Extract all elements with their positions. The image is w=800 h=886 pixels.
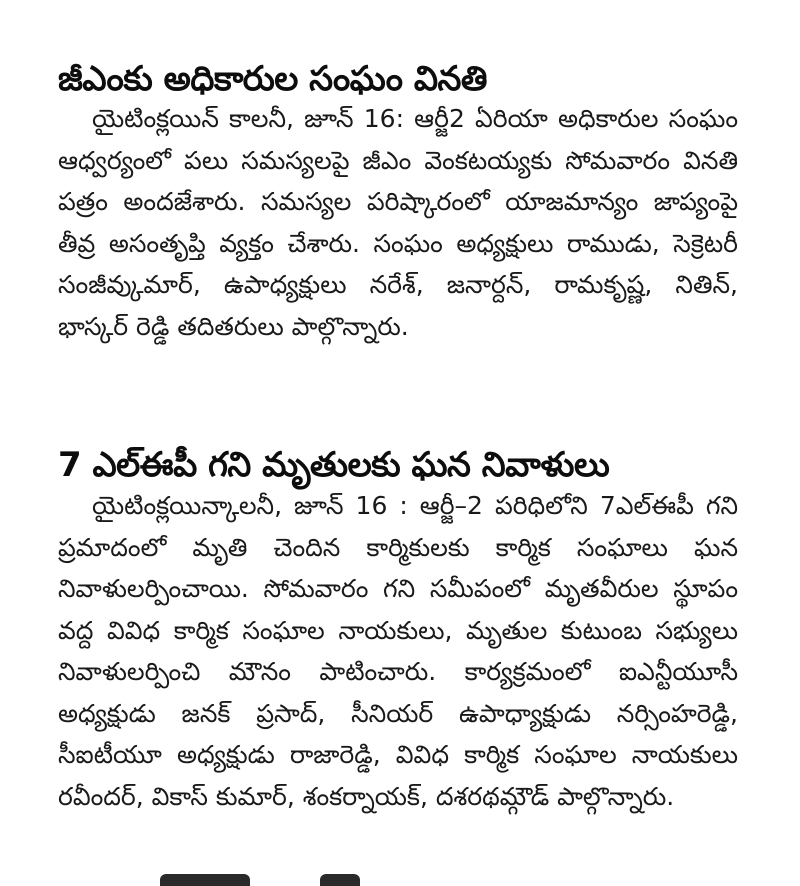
clipped-next-headline (0, 870, 800, 886)
article2-headline: 7 ఎల్ఈపీ గని మృతులకు ఘన నివాళులు (58, 444, 610, 485)
article1-headline: జీఎంకు అధికారుల సంఘం వినతి (58, 58, 487, 99)
clipped-glyph (160, 874, 250, 886)
article2-paragraph: యైటింక్లయిన్కాలనీ, జూన్ 16 : ఆర్జీ–2 పరిధిలోని 7ఎల్ఈపీ గని ప్రమాదంలో మృతి చెందిన కార్మికులకు కార్మిక సంఘాలు ఘన నివాళులర్పించాయి. సోమవారం గని సమీపంలో మృతవీరుల స్థూపం వద్ద వివిధ కార్మిక సంఘాల నాయకులు, మృతుల కుటుంబ సభ్యులు నివాళులర్పించి మౌనం పాటించారు. కార్యక్రమంలో ఐఎన్టీయూసీ అధ్యక్షుడు జనక్ ప్రసాద్, సీనియర్ ఉపాధ్యాక్షుడు నర్సింహరెడ్డి, సీఐటీయూ అధ్యక్షుడు రాజారెడ్డి, వివిధ కార్మిక సంఘాల నాయకులు రవీందర్, వికాస్ కుమార్, శంకర్నాయక్, దశరథమ్గౌడ్ పాల్గొన్నారు. (58, 491, 738, 811)
clipped-glyph (320, 874, 360, 886)
clipped-previous-line (60, 0, 70, 12)
article2-body (58, 485, 738, 817)
article1-body (58, 98, 738, 347)
article1-paragraph: యైటింక్లయిన్ కాలనీ, జూన్ 16: ఆర్జీ2 ఏరియా అధికారుల సంఘం ఆధ్వర్యంలో పలు సమస్యలపై జీఎం వెంకటయ్యకు సోమవారం వినతి పత్రం అందజేశారు. సమస్యల పరిష్కారంలో యాజమాన్యం జాప్యంపై తీవ్ర అసంతృప్తి వ్యక్తం చేశారు. సంఘం అధ్యక్షులు రాముడు, సెక్రెటరీ సంజీవ్కుమార్, ఉపాధ్యక్షులు నరేశ్, జనార్దన్, రామకృష్ణ, నితిన్, భాస్కర్ రెడ్డి తదితరులు పాల్గొన్నారు. (58, 104, 738, 341)
